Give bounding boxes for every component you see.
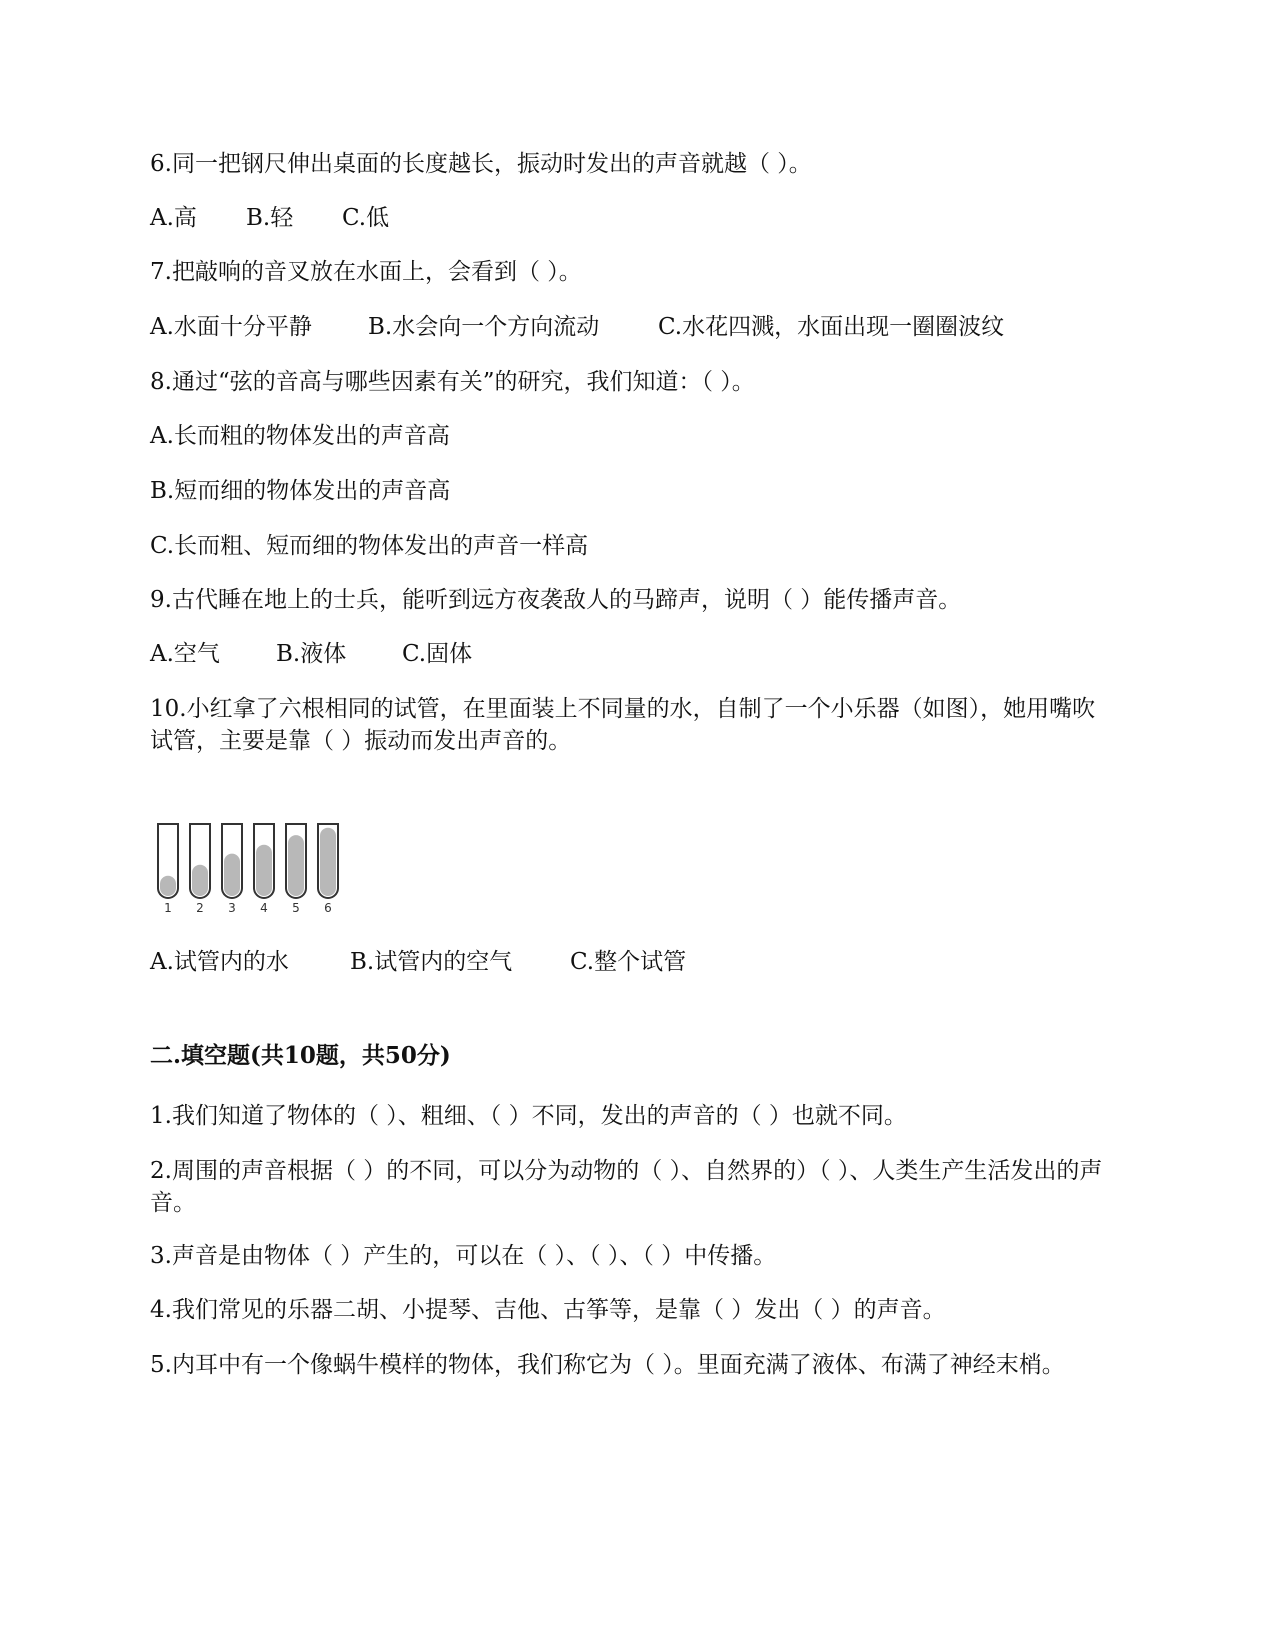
tube-water xyxy=(288,835,304,896)
test-tube xyxy=(285,824,307,915)
q7-options xyxy=(150,311,1110,343)
test-tube xyxy=(189,824,211,915)
test-tube xyxy=(253,824,275,915)
test-tube xyxy=(221,824,243,915)
q8-option-c: C.长而粗、短而细的物体发出的声音一样高 xyxy=(150,533,589,559)
q9-options xyxy=(150,638,1110,670)
q9-option-b: B.液体 xyxy=(276,641,347,667)
fill-question-5: 5.内耳中有一个像蜗牛模样的物体，我们称它为（ ）。里面充满了液体、布满了神经末梢。 xyxy=(150,1352,1065,1378)
q6-option-c: C.低 xyxy=(342,205,390,231)
q6-options xyxy=(150,202,1110,234)
tube-label: 6 xyxy=(324,901,332,915)
tube-water xyxy=(256,845,272,896)
q8-option-a: A.长而粗的物体发出的声音高 xyxy=(150,423,450,449)
tube-water xyxy=(192,865,208,896)
q6-stem: 6.同一把钢尺伸出桌面的长度越长，振动时发出的声音就越（ ）。 xyxy=(150,151,812,177)
q8-stem: 8.通过“弦的音高与哪些因素有关”的研究，我们知道：（ ）。 xyxy=(150,369,755,395)
section-heading: 二.填空题(共10题，共50分) xyxy=(150,1042,451,1069)
q9-option-a: A.空气 xyxy=(150,641,220,667)
q6-option-a: A.高 xyxy=(150,205,197,231)
tube-label: 2 xyxy=(196,901,204,915)
tube-label: 5 xyxy=(292,901,300,915)
q7-option-a: A.水面十分平静 xyxy=(150,314,312,340)
tube-water xyxy=(320,828,336,896)
fill-question-4: 4.我们常见的乐器二胡、小提琴、吉他、古筝等，是靠（ ）发出（ ）的声音。 xyxy=(150,1297,946,1323)
q7-stem: 7.把敲响的音叉放在水面上，会看到（ ）。 xyxy=(150,259,582,285)
test-tube xyxy=(317,824,339,915)
q8-option-b: B.短而细的物体发出的声音高 xyxy=(150,478,451,504)
q10-option-b: B.试管内的空气 xyxy=(350,949,513,975)
q7-option-c: C.水花四溅，水面出现一圈圈波纹 xyxy=(658,314,1005,340)
q9-option-c: C.固体 xyxy=(402,641,473,667)
tube-water xyxy=(160,876,176,896)
fill-question-1: 1.我们知道了物体的（ ）、粗细、（ ）不同，发出的声音的（ ）也就不同。 xyxy=(150,1103,907,1129)
tube-label: 1 xyxy=(164,901,172,915)
q7-option-b: B.水会向一个方向流动 xyxy=(368,314,600,340)
q9-stem: 9.古代睡在地上的士兵，能听到远方夜袭敌人的马蹄声，说明（ ）能传播声音。 xyxy=(150,587,962,613)
tube-label: 3 xyxy=(228,901,236,915)
q10-option-c: C.整个试管 xyxy=(570,949,687,975)
tube-label: 4 xyxy=(260,901,268,915)
fill-question-3: 3.声音是由物体（ ）产生的，可以在（ ）、（ ）、（ ）中传播。 xyxy=(150,1243,777,1269)
tube-water xyxy=(224,854,240,896)
q10-stem: 10.小红拿了六根相同的试管，在里面装上不同量的水，自制了一个小乐器（如图），她用嘴吹试管，主要是靠（ ）振动而发出声音的。 xyxy=(150,696,1096,754)
test-tube xyxy=(157,824,179,915)
q10-options xyxy=(150,946,1110,978)
fill-question-2: 2.周围的声音根据（ ）的不同，可以分为动物的（ ）、自然界的）（ ）、人类生产生活发出的声音。 xyxy=(150,1158,1103,1216)
q10-option-a: A.试管内的水 xyxy=(150,949,289,975)
test-tubes-figure xyxy=(152,820,362,920)
q6-option-b: B.轻 xyxy=(246,205,294,231)
